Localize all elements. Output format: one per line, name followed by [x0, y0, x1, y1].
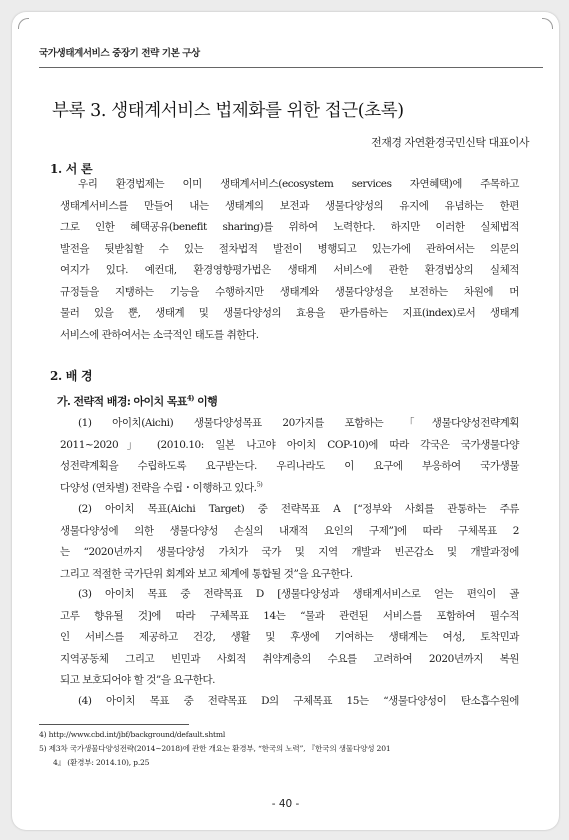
text-line: 성전략계획을 수립하도록 요구받는다. 우리나라도 이 요구에 부응하여 국가생물 — [60, 460, 519, 472]
footnote-5-continuation: 4』 (환경부: 2014.10), p.25 — [53, 758, 150, 767]
footnotes — [39, 728, 519, 770]
text-line: 우리 환경법제는 이미 생태계서비스(ecosystem services 자연혜택)에 주목하고 — [78, 178, 519, 190]
text-line: 지역공동체 그리고 빈민과 사회적 취약계층의 수요를 고려하여 2020년까지 복원 — [60, 652, 519, 665]
text-line: 서비스에 관하여서는 소극적인 태도를 취한다. — [60, 328, 259, 341]
text-line: 여지가 있다. 예컨대, 환경영향평가법은 생태계 서비스에 관한 환경법상의 실체적 — [60, 264, 519, 276]
text-line: (3) 아이치 목표 중 전략목표 D [생물다양성과 생태계서비스로 얻는 편익이 골 — [78, 588, 519, 600]
text-line — [60, 478, 519, 500]
text-line: 생태계서비스를 만들어 내는 생태계의 보전과 생물다양성의 유지에 유념하는 한편 — [60, 199, 519, 212]
text-line: 물러 있을 뿐, 생태계 및 생물다양성의 효용을 판가름하는 지표(index)로서 생태계 — [60, 307, 519, 319]
text-line: (1) 아이치(Aichi) 생물다양성목표 20가지를 포함하는 「생물다양성전략계획 — [78, 417, 519, 429]
paragraph-aichi-1 — [60, 413, 519, 499]
text-line: 규정들을 지탱하는 기능을 수행하지만 생태계와 생물다양성을 보전하는 차원에 머 — [60, 285, 519, 298]
subsection-heading-strategic: 가. 전략적 배경: 아이치 목표$^{4)}$ 이행 — [57, 393, 218, 408]
appendix-title: 부록 3. 생태계서비스 법제화를 위한 접근(초록) — [52, 101, 404, 121]
text-line: 그로 인한 혜택공유(benefit sharing)를 위하여 노력한다. 하지만 이러한 실체법적 — [60, 221, 519, 233]
text-line: 되고 보호되어야 할 것”을 요구한다. — [60, 674, 216, 686]
document-page — [12, 12, 559, 830]
footnote-4: 4) http://www.cbd.int/jbf/background/default.shtml — [39, 730, 226, 739]
text-line: 고루 향유될 것]에 따라 구체목표 14는 “물과 관련된 서비스를 포함하여 필수적 — [60, 609, 519, 622]
text-line: (4) 아이치 목표 중 전략목표 D의 구체목표 15는 “생물다양성이 탄소흡수원에 — [78, 695, 519, 707]
text-line: 인 서비스를 제공하고 건강, 생활 및 후생에 기여하는 생태계는 여성, 토착민과 — [60, 631, 519, 643]
subsection-heading-text: 가. 전략적 배경: 아이치 목표 — [57, 395, 187, 408]
paragraph-aichi-4 — [60, 691, 519, 713]
header-rule — [39, 67, 543, 68]
crop-mark-top-left — [18, 18, 29, 29]
page-number: - 40 - — [271, 798, 300, 810]
intro-paragraph — [60, 174, 519, 346]
footnote-ref-5: 5) — [256, 480, 263, 488]
text-line: 그리고 적절한 국가단위 회계와 보고 체계에 통합될 것”을 요구한다. — [60, 567, 353, 580]
footnote-rule — [39, 724, 189, 725]
running-header: 국가생태계서비스 중장기 전략 기본 구상 — [39, 48, 200, 59]
paragraph-aichi-3 — [60, 584, 519, 692]
text-line: 2011~2020」 (2010.10: 일본 나고야 아이치 COP-10)에 따라 각국은 국가생물다양 — [60, 438, 519, 451]
footnote-ref-4: 4) — [186, 393, 194, 403]
section-heading-background: 2. 배 경 — [50, 369, 93, 383]
text-line: 발전을 뒷받침할 수 있는 절차법적 발전이 병행되고 있는가에 관하여서는 의문의 — [60, 242, 519, 255]
author-line: 전재경 자연환경국민신탁 대표이사 — [371, 136, 529, 149]
text-line-content: 다양성 (연차별) 전략을 수립・이행하고 있다. — [60, 481, 257, 494]
footnote-5: 5) 제3차 국가생물다양성전략(2014~2018)에 관한 개요는 환경부, “한국의 노력”, 『한국의 생물다양성 201 — [39, 744, 391, 753]
section-heading-intro: 1. 서 론 — [50, 162, 93, 176]
paragraph-aichi-2 — [60, 499, 519, 585]
text-line: (2) 아이치 목표(Aichi Target) 중 전략목표 A [“정부와 사회를 관통하는 주류 — [78, 503, 519, 515]
crop-mark-top-right — [542, 18, 553, 29]
text-line: 는 “2020년까지 생물다양성 가치가 국가 및 지역 개발과 빈곤감소 및 개발과정에 — [60, 546, 519, 558]
text-line: 생물다양성에 의한 생물다양성 손실의 내재적 요인의 구제”]에 따라 구체목표 2 — [60, 524, 519, 537]
